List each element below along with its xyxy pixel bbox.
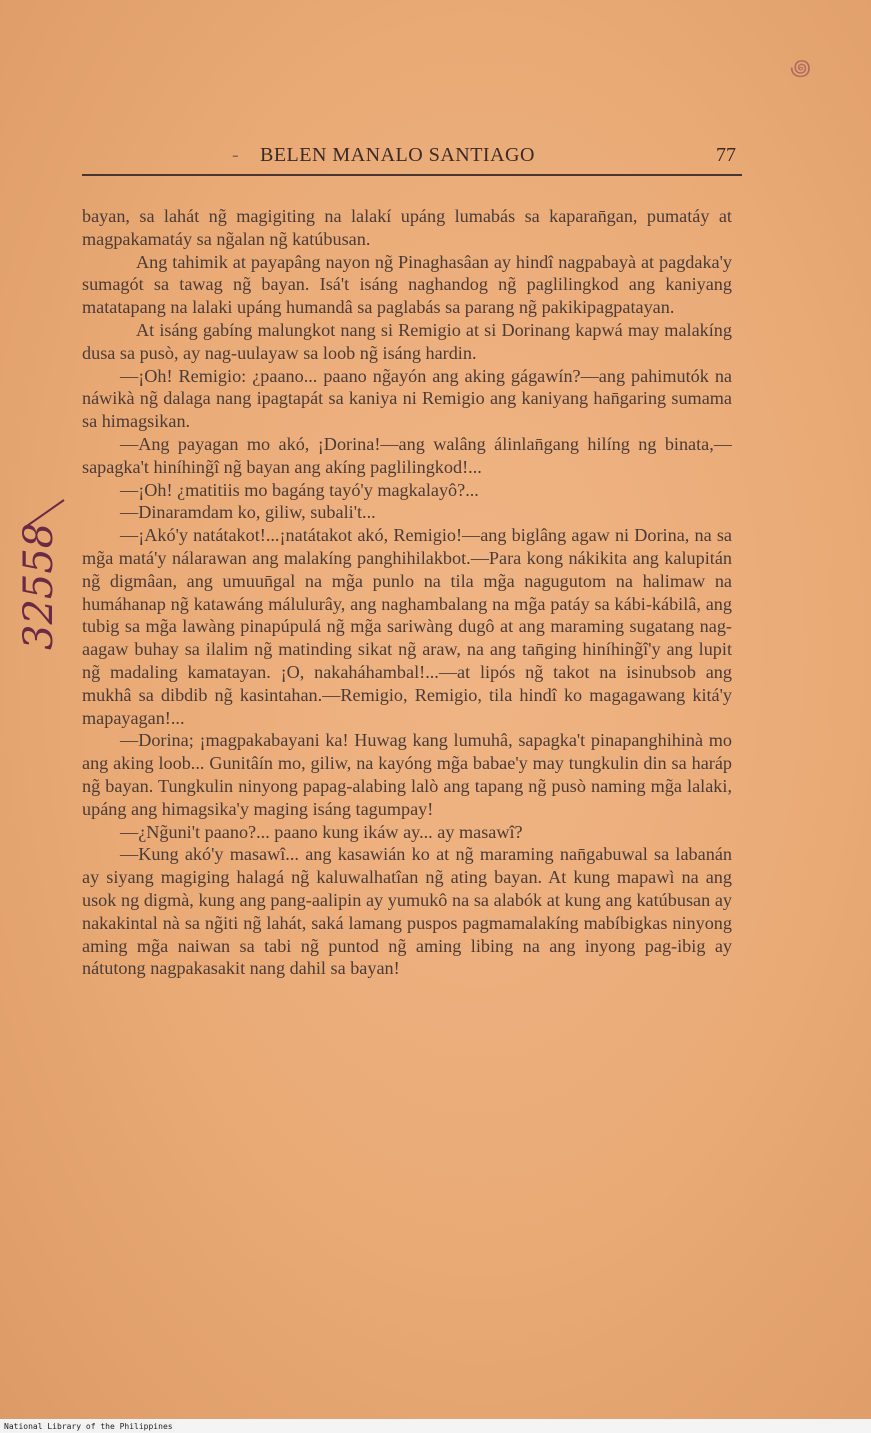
handwritten-number-image	[6, 470, 76, 660]
paragraph: Ang tahimik at payapâng nayon ng̃ Pinaghasâan ay hindî nagpabayà at pagdaka'y sumagót sa tawag ng̃ bayan. Isá't isáng naghandog ng̃ paglilingkod ang kaniyang matatapang na lalaki upáng humandâ sa paglabás sa parang ng̃ pakikipagpatayan.	[82, 251, 732, 318]
body-text	[82, 205, 732, 980]
header-dash: -	[232, 144, 239, 166]
dialogue-paragraph: —Dorina; ¡magpakabayani ka! Huwag kang lumuhâ, sapagka't pinapanghihinà mo ang aking loob... Gunitâín mo, giliw, na kayóng mg̃a babae'y may tungkulin din sa haráp ng̃ bayan. Tungkulin ninyong papag-alabing lalò ang tapang ng̃ pusò naming mg̃a lalaki, upáng ang himagsika'y maging isáng tagumpay!	[82, 730, 732, 819]
library-credit: National Library of the Philippines	[4, 1422, 173, 1431]
dialogue-paragraph: —Kung akó'y masawî... ang kasawián ko at ng̃ maraming nan̄gabuwal sa labanán ay siyang magiging halagá ng̃ kaluwalhatîan ng̃ ating bayan. At kung mapawì na ang usok ng digmà, kung ang pang-aalipin ay yumukô na sa alabók at kung ang katúbusan ay nakakintal nà sa ng̃iti ng̃ lahát, saká lamang puspos pagmamalakíng mabíbigkas ninyong aming mg̃a naiwan sa tabi ng̃ puntod ng̃ aming libing na ang inyong pag-ibig ay nátutong nagpakasakit nang dahil sa bayan!	[82, 844, 732, 979]
dialogue-paragraph: —Ang payagan mo akó, ¡Dorina!—ang walâng álinlan̄gang hilíng ng binata,—sapagka't hiníhing̃î ng̃ bayan ang akíng paglilingkod!...	[82, 433, 732, 477]
dialogue-paragraph: —¿Ng̃uni't paano?... paano kung ikáw ay... ay masawî?	[120, 821, 523, 842]
page-number: 77	[716, 144, 736, 166]
paragraph: At isáng gabíng malungkot nang si Remigio at si Dorinang kapwá may malakíng dusa sa pusò, ay nag-uulayaw sa loob ng̃ isáng hardin.	[82, 319, 732, 363]
corner-pencil-mark: ꩜	[790, 56, 811, 81]
dialogue-paragraph: —¡Akó'y natátakot!...¡natátakot akó, Remigio!—ang biglâng agaw ni Dorina, na sa mg̃a matá'y nálarawan ang malakíng panghihilakbot.—Para kong nákikita ang kalupitán ng̃ digmâan, ang umuun̄gal na mg̃a punlo na tila mg̃a nagugutom na halimaw na humáhanap ng̃ katawáng málulurây, ang naghambalang na mg̃a patáy sa kábi-kábilâ, ang tubig sa mg̃a lawàng pinapúpulá ng̃ mg̃a sariwàng dugô at ang maraming sugatang nag-aagaw buhay sa ilalim ng̃ matinding sikat ng̃ araw, na ang tan̄ging hiníhing̃î'y ang lupit ng̃ madaling kamatayan. ¡O, nakaháhambal!...—at lipós ng̃ takot na isinubsob ang mukhâ sa dibdib ng̃ kasintahan.—Remigio, Remigio, tila hindî ko magagawang kitá'y mapayagan!...	[82, 525, 732, 728]
dialogue-paragraph: —¡Oh! ¿matitiis mo bagáng tayó'y magkalayô?...	[120, 479, 479, 500]
dialogue-paragraph: —Dinaramdam ko, giliw, subali't...	[120, 502, 376, 523]
dialogue-paragraph: —¡Oh! Remigio: ¿paano... paano ng̃ayón ang aking gágawín?—ang pahimutók na náwikà ng̃ dalaga nang ipagtapát sa kaniya ni Remigio ang kaniyang han̄garing sumama sa himagsikan.	[82, 365, 732, 432]
running-head-author: BELEN MANALO SANTIAGO	[260, 144, 535, 166]
paragraph: bayan, sa lahát ng̃ magigiting na lalakí upáng lumabás sa kaparan̄gan, pumatáy at magpakamatáy sa ng̃alan ng̃ katúbusan.	[82, 206, 732, 249]
page-header	[82, 140, 742, 176]
handwritten-number-text: 32558	[16, 522, 62, 650]
handwritten-accession-number	[6, 470, 76, 660]
